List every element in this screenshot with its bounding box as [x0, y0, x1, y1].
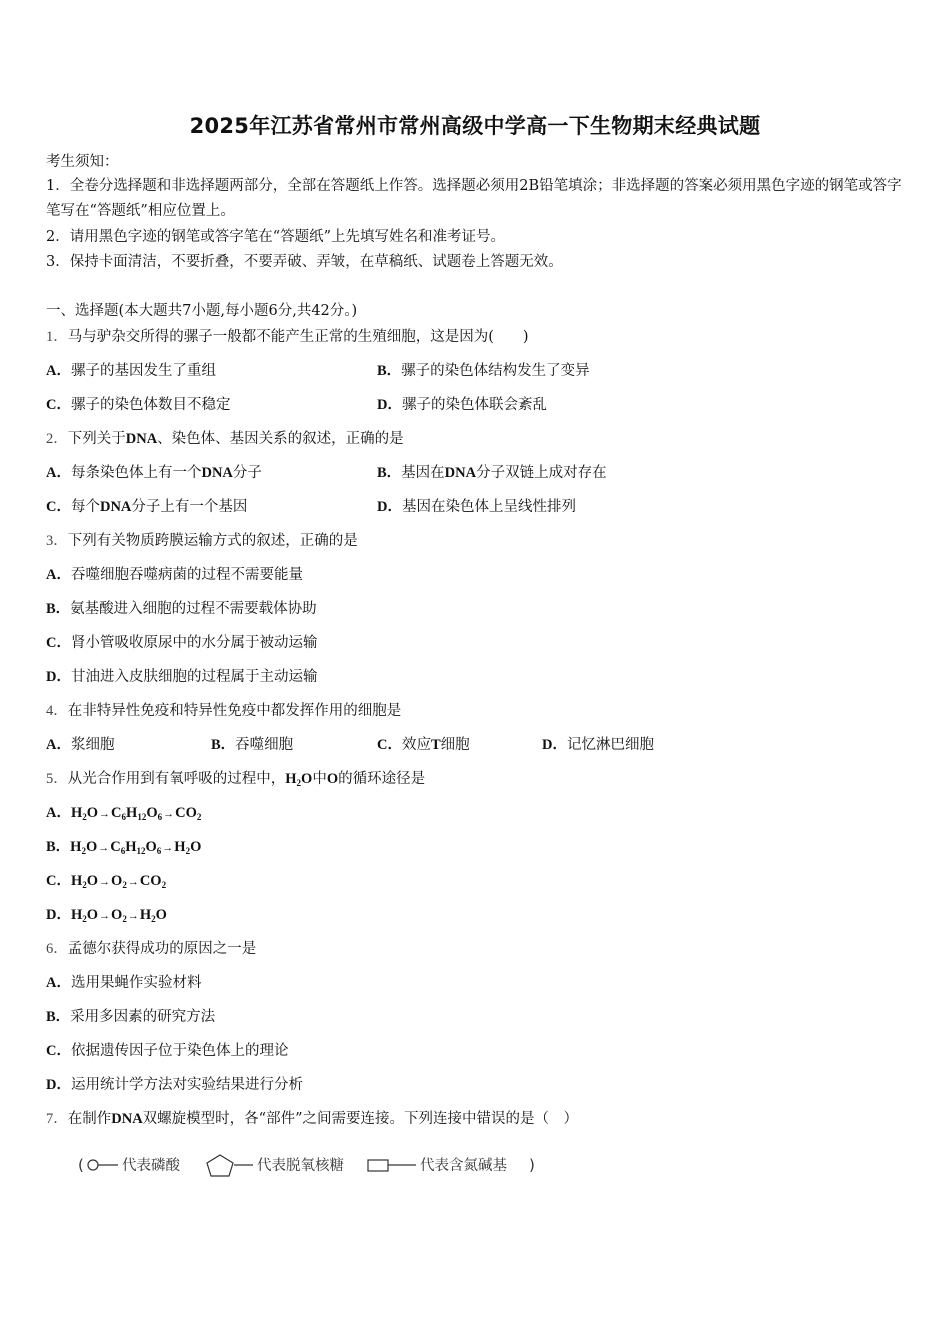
q4-option-b[interactable] [211, 735, 293, 755]
option-text: 甘油进入皮肤细胞的过程属于主动运输 [70, 669, 318, 685]
option-letter: C． [46, 397, 71, 413]
option-text: 吞噬细胞吞噬病菌的过程不需要能量 [70, 567, 303, 583]
question-text: 下列有关物质跨膜运输方式的叙述，正确的是 [67, 533, 358, 549]
formula-path-c: $H_2O\to O_2\to CO_2$ [70, 873, 167, 890]
formula-path-d: $H_2O\to O_2\to H_2O$ [70, 907, 167, 924]
option-text: 骡子的基因发生了重组 [70, 363, 216, 379]
option-letter: B． [46, 1009, 71, 1025]
option-text: 分子 [232, 465, 262, 481]
question-number: 7． [46, 1111, 68, 1127]
option-text: 依据遗传因子位于染色体上的理论 [70, 1043, 289, 1059]
q1-option-c[interactable] [46, 395, 230, 415]
option-text-bold: DNA [444, 465, 477, 481]
deoxyribose-pentagon-icon [207, 1155, 233, 1176]
q6-option-d[interactable] [46, 1075, 303, 1095]
base-rectangle-icon [368, 1160, 388, 1171]
q6-option-a[interactable] [46, 973, 201, 993]
q1-option-d[interactable] [377, 395, 547, 415]
question-text-part: 下列关于 [67, 431, 126, 447]
q1-option-b[interactable] [377, 361, 590, 381]
question-3 [46, 531, 358, 551]
option-letter: A． [46, 737, 71, 753]
formula-path-b: $H_2O\to C_6H_{12}O_6\to H_2O$ [70, 839, 202, 856]
question-text-part: 双螺旋模型时，各“部件”之间需要连接。下列连接中错误的是（ ） [142, 1111, 578, 1127]
legend-open-paren: ( [78, 1156, 84, 1174]
question-5 [46, 769, 425, 789]
option-letter: D． [377, 397, 402, 413]
option-text: 分子双链上成对存在 [476, 465, 607, 481]
question-text-part: 在制作 [67, 1111, 112, 1127]
q2-option-d[interactable] [377, 497, 576, 517]
option-text: 运用统计学方法对实验结果进行分析 [70, 1077, 303, 1093]
option-text: 分子上有一个基因 [131, 499, 248, 515]
option-letter: B． [211, 737, 236, 753]
legend-base-label: 代表含氮碱基 [420, 1158, 507, 1174]
dna-parts-legend [78, 1152, 548, 1178]
option-letter: D． [46, 1077, 71, 1093]
q4-option-c[interactable] [377, 735, 470, 755]
formula-h2o: $H_2O$ [285, 771, 313, 788]
legend-sugar-label: 代表脱氧核糖 [257, 1158, 344, 1174]
option-text: 骡子的染色体数目不稳定 [70, 397, 231, 413]
question-text-part: 从光合作用到有氧呼吸的过程中， [67, 771, 286, 787]
question-text-part: 中 [312, 771, 327, 787]
q5-option-b[interactable] [46, 837, 201, 858]
question-text: 马与驴杂交所得的骡子一般都不能产生正常的生殖细胞，这是因为( ) [67, 329, 529, 345]
q1-option-a[interactable] [46, 361, 216, 381]
option-letter: D． [542, 737, 567, 753]
option-letter: B． [46, 839, 71, 855]
legend-phosphate-label: 代表磷酸 [122, 1158, 180, 1174]
option-text-bold: T [430, 737, 441, 753]
option-letter: D． [46, 907, 71, 923]
option-text: 基因在染色体上呈线性排列 [401, 499, 576, 515]
question-text-part: 的循环途径是 [338, 771, 426, 787]
q3-option-a[interactable] [46, 565, 303, 585]
option-text: 氨基酸进入细胞的过程不需要载体协助 [70, 601, 317, 617]
question-number: 2． [46, 431, 68, 447]
question-text-bold: O [326, 771, 339, 787]
option-letter: A． [46, 975, 71, 991]
question-number: 1． [46, 329, 68, 345]
option-letter: B． [377, 363, 402, 379]
notice-item-2: 2．请用黑色字迹的钢笔或答字笔在“答题纸”上先填写姓名和准考证号。 [46, 229, 506, 245]
option-letter: A． [46, 465, 71, 481]
option-text: 吞噬细胞 [235, 737, 294, 753]
option-text: 每条染色体上有一个 [70, 465, 202, 481]
option-letter: C． [46, 873, 71, 889]
option-text: 骡子的染色体结构发生了变异 [401, 363, 590, 379]
option-text: 效应 [401, 737, 431, 753]
q6-option-b[interactable] [46, 1007, 215, 1027]
question-1 [46, 327, 529, 347]
option-text: 肾小管吸收原尿中的水分属于被动运输 [70, 635, 318, 651]
option-letter: D． [46, 669, 71, 685]
section-heading: 一、选择题(本大题共7小题,每小题6分,共42分。) [46, 303, 358, 319]
question-2 [46, 429, 404, 449]
q3-option-c[interactable] [46, 633, 317, 653]
page-title: 2025年江苏省常州市常州高级中学高一下生物期末经典试题 [189, 114, 761, 138]
question-text-bold: DNA [125, 431, 158, 447]
notice-heading: 考生须知： [46, 154, 119, 170]
option-letter: B． [377, 465, 402, 481]
option-text: 基因在 [401, 465, 445, 481]
notice-item-3: 3．保持卡面清洁，不要折叠，不要弄破、弄皱，在草稿纸、试题卷上答题无效。 [46, 254, 563, 270]
option-text: 记忆淋巴细胞 [566, 737, 654, 753]
option-letter: C． [46, 499, 71, 515]
option-letter: C． [46, 635, 71, 651]
option-text: 采用多因素的研究方法 [70, 1009, 216, 1025]
q4-option-a[interactable] [46, 735, 114, 755]
option-text-bold: DNA [201, 465, 233, 481]
option-text: 骡子的染色体联会紊乱 [401, 397, 547, 413]
formula-path-a: $H_2O\to C_6H_{12}O_6\to CO_2$ [70, 805, 202, 822]
q3-option-b[interactable] [46, 599, 317, 619]
option-text: 每个 [70, 499, 100, 515]
notice-item-1: 1．全卷分选择题和非选择题两部分，全部在答题纸上作答。选择题必须用2B铅笔填涂；非选择题的答案必须用黑色字迹的钢笔或答字笔写在“答题纸”相应位置上。 [46, 178, 902, 219]
option-letter: A． [46, 567, 71, 583]
option-letter: A． [46, 363, 71, 379]
question-text: 在非特异性免疫和特异性免疫中都发挥作用的细胞是 [67, 703, 402, 719]
question-number: 5． [46, 771, 68, 787]
option-letter: A． [46, 805, 71, 821]
q5-option-c[interactable] [46, 871, 166, 892]
question-number: 4． [46, 703, 68, 719]
q5-option-d[interactable] [46, 905, 167, 926]
option-text: 浆细胞 [70, 737, 115, 753]
question-6 [46, 939, 256, 959]
q3-option-d[interactable] [46, 667, 317, 687]
q4-option-d[interactable] [542, 735, 654, 755]
question-4 [46, 701, 401, 721]
option-letter: B． [46, 601, 71, 617]
question-7 [46, 1109, 578, 1129]
option-letter: D． [377, 499, 402, 515]
phosphate-circle-icon [88, 1160, 98, 1170]
q2-option-b[interactable] [377, 463, 607, 483]
question-number: 6． [46, 941, 68, 957]
option-letter: C． [377, 737, 402, 753]
question-text-bold: DNA [111, 1111, 143, 1127]
option-text-bold: DNA [99, 499, 132, 515]
q5-option-a[interactable] [46, 803, 201, 824]
legend-close-paren: ) [529, 1156, 535, 1174]
q2-option-c[interactable] [46, 497, 247, 517]
option-text: 选用果蝇作实验材料 [70, 975, 202, 991]
q6-option-c[interactable] [46, 1041, 288, 1061]
q2-option-a[interactable] [46, 463, 262, 483]
question-number: 3． [46, 533, 68, 549]
question-text: 孟德尔获得成功的原因之一是 [67, 941, 257, 957]
option-letter: C． [46, 1043, 71, 1059]
option-text: 细胞 [440, 737, 470, 753]
question-text-part: 、染色体、基因关系的叙述，正确的是 [157, 431, 404, 447]
